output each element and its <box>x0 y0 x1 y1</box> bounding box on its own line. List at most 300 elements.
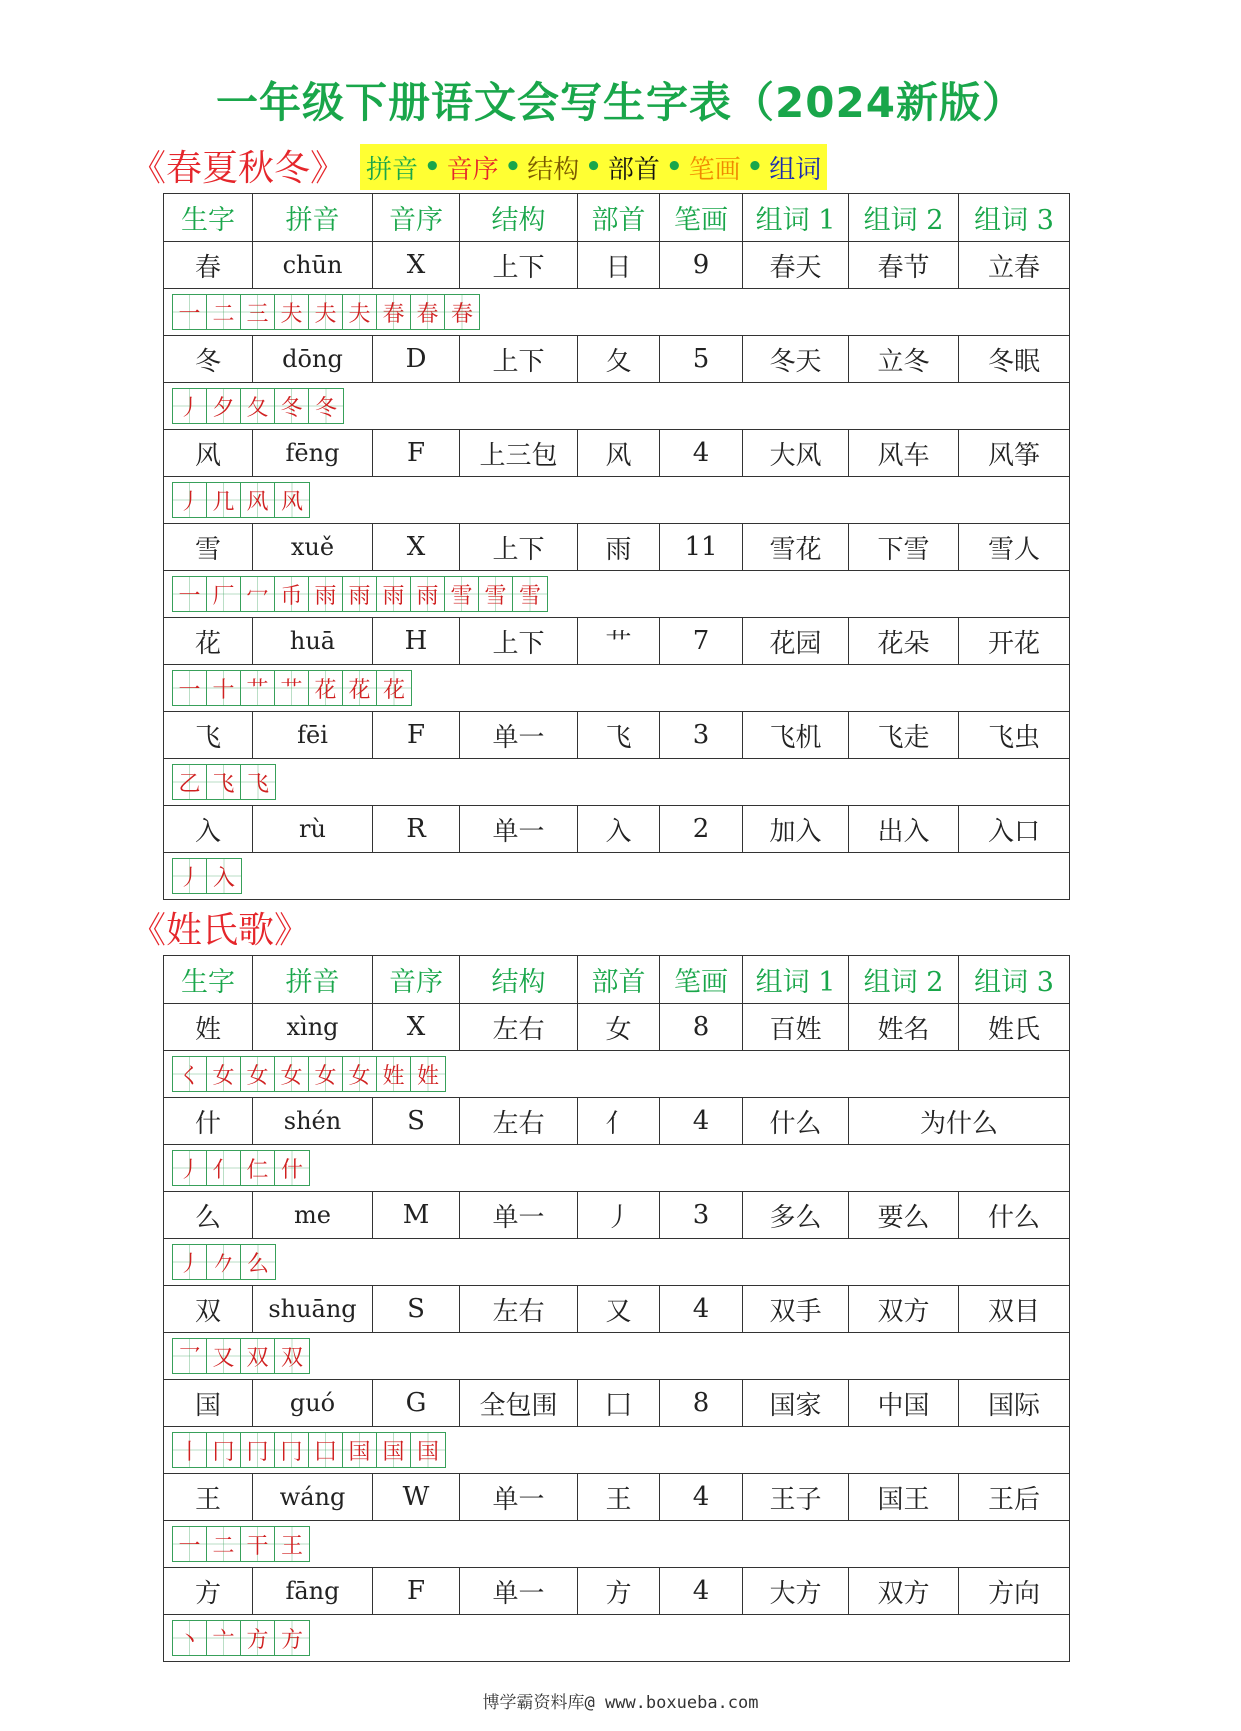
structure-cell: 单一 <box>460 806 578 853</box>
stroke-glyph: 飞 <box>212 771 235 797</box>
lesson-title: 《姓氏歌》 <box>130 910 311 951</box>
pinyin-cell: xuě <box>253 524 373 571</box>
stroke-step <box>343 1433 377 1467</box>
stroke-glyph: 雪 <box>450 583 473 609</box>
stroke-order-cell <box>164 1427 1070 1474</box>
stroke-glyph: 风 <box>246 489 269 515</box>
stroke-step <box>343 577 377 611</box>
structure-cell: 单一 <box>460 1568 578 1615</box>
stroke-step <box>513 577 547 611</box>
word-cell: 飞机 <box>743 712 849 759</box>
stroke-glyph: 二 <box>212 301 235 327</box>
stroke-order-row <box>164 477 1070 524</box>
word-cell: 加入 <box>743 806 849 853</box>
structure-cell: 上三包 <box>460 430 578 477</box>
stroke-step <box>173 859 207 893</box>
legend-bar <box>360 144 827 190</box>
stroke-order-cell <box>164 289 1070 336</box>
word-cell: 为什么 <box>849 1098 1070 1145</box>
pinyin-cell: fēi <box>253 712 373 759</box>
page-title: 一年级下册语文会写生字表（2024新版） <box>216 78 1025 127</box>
stroke-glyph: 夫 <box>314 301 337 327</box>
stroke-step <box>377 671 411 705</box>
stroke-order-grid <box>172 670 412 706</box>
stroke-glyph: 双 <box>280 1345 303 1371</box>
radical-cell: 丿 <box>578 1192 660 1239</box>
stroke-glyph: 艹 <box>246 677 269 703</box>
table-row <box>164 1192 1070 1239</box>
radical-cell: 亻 <box>578 1098 660 1145</box>
stroke-glyph: 女 <box>280 1063 303 1089</box>
stroke-count-cell: 5 <box>660 336 743 383</box>
table-row <box>164 1474 1070 1521</box>
stroke-glyph: 丿 <box>178 1251 201 1277</box>
stroke-glyph: 丿 <box>178 1157 201 1183</box>
structure-cell: 左右 <box>460 1286 578 1333</box>
structure-cell: 左右 <box>460 1004 578 1051</box>
stroke-step <box>241 1433 275 1467</box>
stroke-order-grid <box>172 1526 310 1562</box>
stroke-step <box>377 1433 411 1467</box>
structure-cell: 单一 <box>460 1474 578 1521</box>
stroke-glyph: 花 <box>348 677 371 703</box>
stroke-order-grid <box>172 1338 310 1374</box>
word-cell: 姓氏 <box>959 1004 1070 1051</box>
lesson-title: 《春夏秋冬》 <box>130 148 347 189</box>
letter-cell: F <box>373 712 460 759</box>
word-cell: 冬天 <box>743 336 849 383</box>
stroke-glyph: 方 <box>246 1627 269 1653</box>
stroke-glyph: 又 <box>212 1345 235 1371</box>
stroke-count-cell: 2 <box>660 806 743 853</box>
stroke-step <box>275 1151 309 1185</box>
word-cell: 风筝 <box>959 430 1070 477</box>
stroke-glyph: 币 <box>280 583 303 609</box>
stroke-glyph: 亻 <box>212 1157 235 1183</box>
radical-cell: 女 <box>578 1004 660 1051</box>
column-header: 笔画 <box>660 194 743 242</box>
structure-cell: 单一 <box>460 1192 578 1239</box>
stroke-step <box>241 1151 275 1185</box>
stroke-order-cell <box>164 477 1070 524</box>
word-cell: 中国 <box>849 1380 959 1427</box>
stroke-count-cell: 4 <box>660 1286 743 1333</box>
stroke-step <box>207 859 241 893</box>
table-row <box>164 1004 1070 1051</box>
letter-cell: X <box>373 524 460 571</box>
stroke-order-grid <box>172 1150 310 1186</box>
word-cell: 雪人 <box>959 524 1070 571</box>
legend-separator: • <box>665 152 683 182</box>
footer-credit: 博学霸资料库@ www.boxueba.com <box>482 1693 759 1713</box>
stroke-order-row <box>164 1427 1070 1474</box>
radical-cell: 方 <box>578 1568 660 1615</box>
stroke-order-grid <box>172 576 548 612</box>
stroke-step <box>275 671 309 705</box>
stroke-step <box>309 577 343 611</box>
table-row <box>164 524 1070 571</box>
pinyin-cell: fāng <box>253 1568 373 1615</box>
stroke-step <box>275 1527 309 1561</box>
stroke-step <box>173 1339 207 1373</box>
letter-cell: X <box>373 242 460 289</box>
stroke-step <box>241 1527 275 1561</box>
char-cell: 姓 <box>164 1004 253 1051</box>
stroke-count-cell: 9 <box>660 242 743 289</box>
stroke-order-cell <box>164 1333 1070 1380</box>
pinyin-cell: huā <box>253 618 373 665</box>
word-cell: 大方 <box>743 1568 849 1615</box>
stroke-glyph: 国 <box>382 1439 405 1465</box>
word-cell: 风车 <box>849 430 959 477</box>
table-row <box>164 618 1070 665</box>
stroke-glyph: 丿 <box>178 395 201 421</box>
column-header: 部首 <box>578 956 660 1004</box>
stroke-step <box>343 671 377 705</box>
word-cell: 雪花 <box>743 524 849 571</box>
stroke-glyph: 夕 <box>212 395 235 421</box>
radical-cell: 风 <box>578 430 660 477</box>
table-row <box>164 1286 1070 1333</box>
stroke-count-cell: 8 <box>660 1004 743 1051</box>
char-cell: 王 <box>164 1474 253 1521</box>
stroke-step <box>173 577 207 611</box>
stroke-step <box>173 1621 207 1655</box>
stroke-order-cell <box>164 1145 1070 1192</box>
stroke-order-grid <box>172 482 310 518</box>
stroke-count-cell: 4 <box>660 1098 743 1145</box>
pinyin-cell: rù <box>253 806 373 853</box>
stroke-step <box>207 765 241 799</box>
stroke-step <box>411 295 445 329</box>
stroke-glyph: 雪 <box>518 583 541 609</box>
char-cell: 方 <box>164 1568 253 1615</box>
stroke-glyph: 雪 <box>484 583 507 609</box>
stroke-glyph: 雨 <box>416 583 439 609</box>
table-row <box>164 1098 1070 1145</box>
stroke-step <box>207 577 241 611</box>
char-cell: 冬 <box>164 336 253 383</box>
stroke-glyph: く <box>178 1063 201 1089</box>
stroke-step <box>207 1339 241 1373</box>
pinyin-cell: shuāng <box>253 1286 373 1333</box>
table-row <box>164 1568 1070 1615</box>
stroke-step <box>411 1433 445 1467</box>
radical-cell: 飞 <box>578 712 660 759</box>
column-header: 结构 <box>460 956 578 1004</box>
stroke-glyph: 一 <box>178 583 201 609</box>
column-header: 组词 2 <box>849 194 959 242</box>
word-cell: 王子 <box>743 1474 849 1521</box>
stroke-glyph: 干 <box>246 1533 269 1559</box>
stroke-step <box>309 671 343 705</box>
stroke-step <box>411 1057 445 1091</box>
letter-cell: F <box>373 430 460 477</box>
stroke-order-cell <box>164 759 1070 806</box>
word-cell: 什么 <box>743 1098 849 1145</box>
pinyin-cell: chūn <box>253 242 373 289</box>
stroke-step <box>173 295 207 329</box>
stroke-count-cell: 8 <box>660 1380 743 1427</box>
word-cell: 出入 <box>849 806 959 853</box>
stroke-glyph: 双 <box>246 1345 269 1371</box>
stroke-count-cell: 4 <box>660 430 743 477</box>
word-cell: 立春 <box>959 242 1070 289</box>
word-cell: 入口 <box>959 806 1070 853</box>
stroke-step <box>309 295 343 329</box>
word-cell: 方向 <box>959 1568 1070 1615</box>
structure-cell: 上下 <box>460 524 578 571</box>
stroke-step <box>275 1621 309 1655</box>
stroke-glyph: 厂 <box>212 583 235 609</box>
letter-cell: S <box>373 1098 460 1145</box>
table-row <box>164 712 1070 759</box>
stroke-step <box>309 1057 343 1091</box>
legend-separator: • <box>504 152 522 182</box>
stroke-step <box>275 1057 309 1091</box>
stroke-glyph: 花 <box>382 677 405 703</box>
radical-cell: 夂 <box>578 336 660 383</box>
radical-cell: 王 <box>578 1474 660 1521</box>
stroke-count-cell: 3 <box>660 1192 743 1239</box>
letter-cell: H <box>373 618 460 665</box>
legend-item: 部首 <box>607 154 660 185</box>
word-cell: 冬眠 <box>959 336 1070 383</box>
stroke-glyph: 丿 <box>178 865 201 891</box>
char-cell: 风 <box>164 430 253 477</box>
stroke-count-cell: 4 <box>660 1568 743 1615</box>
stroke-order-row <box>164 1051 1070 1098</box>
stroke-step <box>241 1621 275 1655</box>
stroke-step <box>275 577 309 611</box>
stroke-glyph: 春 <box>382 301 405 327</box>
stroke-order-row <box>164 665 1070 712</box>
stroke-glyph: 国 <box>348 1439 371 1465</box>
stroke-glyph: 冬 <box>314 395 337 421</box>
word-cell: 春节 <box>849 242 959 289</box>
stroke-step <box>445 295 479 329</box>
word-cell: 大风 <box>743 430 849 477</box>
stroke-glyph: 入 <box>212 865 235 891</box>
stroke-order-row <box>164 383 1070 430</box>
column-header: 组词 3 <box>959 956 1070 1004</box>
radical-cell: 囗 <box>578 1380 660 1427</box>
structure-cell: 上下 <box>460 336 578 383</box>
word-cell: 多么 <box>743 1192 849 1239</box>
stroke-step <box>207 1621 241 1655</box>
stroke-glyph: 几 <box>212 489 235 515</box>
stroke-order-grid <box>172 1056 446 1092</box>
legend-item: 音序 <box>446 154 499 185</box>
pinyin-cell: me <box>253 1192 373 1239</box>
stroke-order-cell <box>164 571 1070 618</box>
stroke-step <box>241 1339 275 1373</box>
word-cell: 春天 <box>743 242 849 289</box>
stroke-step <box>241 1245 275 1279</box>
table-row <box>164 1380 1070 1427</box>
stroke-glyph: 艹 <box>280 677 303 703</box>
stroke-glyph: 女 <box>212 1063 235 1089</box>
stroke-glyph: 𠂊 <box>212 1251 235 1277</box>
stroke-glyph: 一 <box>178 1533 201 1559</box>
stroke-glyph: 女 <box>314 1063 337 1089</box>
stroke-glyph: 么 <box>246 1251 269 1277</box>
stroke-glyph: 丶 <box>178 1627 201 1653</box>
stroke-step <box>173 1245 207 1279</box>
stroke-step <box>173 1527 207 1561</box>
stroke-step <box>377 577 411 611</box>
word-cell: 开花 <box>959 618 1070 665</box>
stroke-glyph: 雨 <box>382 583 405 609</box>
stroke-step <box>479 577 513 611</box>
structure-cell: 上下 <box>460 242 578 289</box>
section-header <box>0 902 1241 954</box>
stroke-step <box>173 1433 207 1467</box>
legend-separator: • <box>746 152 764 182</box>
stroke-glyph: 冂 <box>280 1439 303 1465</box>
structure-cell: 单一 <box>460 712 578 759</box>
legend-item: 组词 <box>769 154 822 185</box>
stroke-glyph: 亠 <box>212 1627 235 1653</box>
radical-cell: 雨 <box>578 524 660 571</box>
stroke-order-grid <box>172 294 480 330</box>
word-cell: 花园 <box>743 618 849 665</box>
table-row <box>164 806 1070 853</box>
stroke-order-row <box>164 1145 1070 1192</box>
letter-cell: D <box>373 336 460 383</box>
column-header: 拼音 <box>253 956 373 1004</box>
stroke-order-row <box>164 1615 1070 1662</box>
stroke-order-row <box>164 1333 1070 1380</box>
stroke-step <box>241 577 275 611</box>
word-cell: 双目 <box>959 1286 1070 1333</box>
stroke-step <box>173 389 207 423</box>
letter-cell: G <box>373 1380 460 1427</box>
stroke-step <box>207 295 241 329</box>
stroke-glyph: 国 <box>416 1439 439 1465</box>
pinyin-cell: shén <box>253 1098 373 1145</box>
stroke-step <box>241 765 275 799</box>
legend-item: 结构 <box>527 154 580 185</box>
word-cell: 双手 <box>743 1286 849 1333</box>
stroke-glyph: 二 <box>212 1533 235 1559</box>
stroke-glyph: 方 <box>280 1627 303 1653</box>
word-cell: 双方 <box>849 1568 959 1615</box>
char-cell: 春 <box>164 242 253 289</box>
stroke-glyph: 王 <box>280 1533 303 1559</box>
column-header: 组词 3 <box>959 194 1070 242</box>
header-row <box>164 956 1070 1004</box>
word-cell: 双方 <box>849 1286 959 1333</box>
char-cell: 么 <box>164 1192 253 1239</box>
word-cell: 国际 <box>959 1380 1070 1427</box>
stroke-glyph: 乛 <box>178 1345 201 1371</box>
stroke-step <box>241 671 275 705</box>
stroke-step <box>207 1057 241 1091</box>
stroke-order-grid <box>172 764 276 800</box>
stroke-glyph: 雨 <box>348 583 371 609</box>
character-table <box>163 955 1070 1662</box>
stroke-glyph: 花 <box>314 677 337 703</box>
column-header: 部首 <box>578 194 660 242</box>
stroke-step <box>241 389 275 423</box>
char-cell: 雪 <box>164 524 253 571</box>
word-cell: 国家 <box>743 1380 849 1427</box>
radical-cell: 日 <box>578 242 660 289</box>
char-cell: 花 <box>164 618 253 665</box>
word-cell: 飞虫 <box>959 712 1070 759</box>
stroke-order-row <box>164 1239 1070 1286</box>
pinyin-cell: fēng <box>253 430 373 477</box>
word-cell: 国王 <box>849 1474 959 1521</box>
radical-cell: 艹 <box>578 618 660 665</box>
stroke-step <box>343 295 377 329</box>
column-header: 生字 <box>164 194 253 242</box>
stroke-step <box>173 1057 207 1091</box>
stroke-step <box>309 1433 343 1467</box>
stroke-step <box>241 295 275 329</box>
header-row <box>164 194 1070 242</box>
stroke-step <box>275 483 309 517</box>
stroke-glyph: 冂 <box>246 1439 269 1465</box>
radical-cell: 入 <box>578 806 660 853</box>
stroke-step <box>411 577 445 611</box>
table-row <box>164 242 1070 289</box>
char-cell: 双 <box>164 1286 253 1333</box>
column-header: 组词 1 <box>743 194 849 242</box>
stroke-glyph: 飞 <box>246 771 269 797</box>
legend-separator: • <box>424 152 441 182</box>
column-header: 结构 <box>460 194 578 242</box>
structure-cell: 全包围 <box>460 1380 578 1427</box>
stroke-step <box>343 1057 377 1091</box>
stroke-step <box>207 1433 241 1467</box>
column-header: 笔画 <box>660 956 743 1004</box>
stroke-step <box>275 1433 309 1467</box>
pinyin-cell: xìng <box>253 1004 373 1051</box>
stroke-glyph: 夫 <box>280 301 303 327</box>
legend-item: 笔画 <box>688 154 741 185</box>
stroke-step <box>173 1151 207 1185</box>
table-row <box>164 430 1070 477</box>
word-cell: 立冬 <box>849 336 959 383</box>
stroke-step <box>275 389 309 423</box>
stroke-step <box>241 1057 275 1091</box>
stroke-order-grid <box>172 1620 310 1656</box>
letter-cell: R <box>373 806 460 853</box>
stroke-glyph: 夫 <box>348 301 371 327</box>
stroke-order-row <box>164 759 1070 806</box>
stroke-order-row <box>164 853 1070 900</box>
stroke-step <box>207 1245 241 1279</box>
char-cell: 什 <box>164 1098 253 1145</box>
stroke-glyph: 姓 <box>416 1063 439 1089</box>
stroke-step <box>173 765 207 799</box>
stroke-step <box>275 1339 309 1373</box>
table-row <box>164 336 1070 383</box>
stroke-order-grid <box>172 388 344 424</box>
stroke-glyph: 一 <box>178 301 201 327</box>
word-cell: 王后 <box>959 1474 1070 1521</box>
structure-cell: 左右 <box>460 1098 578 1145</box>
pinyin-cell: guó <box>253 1380 373 1427</box>
stroke-step <box>309 389 343 423</box>
column-header: 组词 2 <box>849 956 959 1004</box>
stroke-count-cell: 3 <box>660 712 743 759</box>
word-cell: 什么 <box>959 1192 1070 1239</box>
stroke-glyph: 女 <box>348 1063 371 1089</box>
stroke-glyph: 女 <box>246 1063 269 1089</box>
